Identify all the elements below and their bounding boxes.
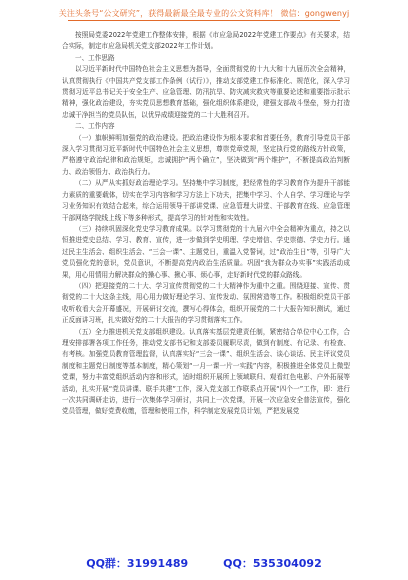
banner-divider [68,20,340,21]
qq-group: QQ群：31991489 [86,557,189,570]
promo-banner: 关注头条号“公文研究”，获得最新最全最专业的公文资料库！ 微信：gongwenyj [58,9,350,18]
section-heading-1: 一、工作思路 [75,53,115,62]
paragraph-item-2: （二）从严从实抓好政治理论学习。坚持集中学习制度，把经常性的学习教育作为提升干部能力素质的重要载体，切实在学习内容和学习方法上下功夫，把集中学习、个人自学、学习理论与学习业务知识有效结合起来，综合运用领导干部讲党课、应急管理大讲堂、干部教育在线、应急管理干部网络学院线上线下等多种形式，提高学习的针对性和实效性。 [62,179,350,222]
paragraph-item-1: （一）旗帜鲜明加强党的政治建设。把政治建设作为根本要求和首要任务，教育引导党员干部深入学习贯彻习近平新时代中国特色社会主义思想，尊崇党章党规，坚定执行党的路线方针政策，严格遵守政治纪律和政治规矩，忠诚拥护“两个确立”，坚决做到“两个维护”，不断提高政治判断力、政治领悟力、政治执行力。 [62,133,350,176]
intro-paragraph: 按照局党委2022年党建工作整体安排，根据《市应急局2022年党建工作要点》有关要求，结合实际，制定市应急局机关党支部2022年工作计划。 [62,31,350,51]
document-body [62,30,350,418]
paragraph-item-5: （五）全力推进机关党支部组织建设。认真落实基层党建责任制，紧密结合单位中心工作，合理安排部署各项工作任务，推动党支部书记和支部委员履职尽责，做到有制度、有记录、有检查、有考核。加强党员教育管理监督，认真落实好“三会一课”、组织生活会、谈心谈话、民主评议党员制度和主题党日制度等基本制度，精心策划“一月一课一片一实践”内容，积极推进全体党员上微型党课，努力丰富党组织活动内容和形式，适时组织开展所上领域联归、观看红色电影、户外拓展等活动，扎实开展“党员讲课、联手共建”工作，深入党支部工作联系点开展“四个一”工作，即：进行一次共同调研走访，进行一次集体学习研讨，共同上一次党课，开展一次应急安全普法宣传，强化党员管理，做好党费收缴，管理和使用工作，科学制定发展党员计划，严把发展党 [62,327,350,416]
paragraph-item-4: （四）把迎接党的二十大、学习宣传贯彻党的二十大精神作为重中之重。围绕迎接、宣传、贯彻党的二十大这条主线，用心用力做好理论学习、宣传发动、氛围营造等工作。积极组织党员干部收听收看大会开幕盛况，开展研讨交流，撰写心得体会，组织开展党的二十大报告知识测试，通过正反面讲习班，扎实做好党的二十大报告的学习贯彻落实工作。 [62,281,350,325]
section-heading-2: 二、工作内容 [75,122,115,131]
paragraph-item-3: （三）持续巩固深化党史学习教育成果。以学习贯彻党的十九届六中全会精神为重点，持之以恒推进党史总结、学习、教育、宣传，进一步做到学史明理、学史增信、学史崇德、学史力行。通过民主生活会、组织生活会、“三会一课”、主题党日，重温入党誓词，过“政治生日”等，引导广大党员强化党的意识，党员意识，不断提高党内政治生活质量。巩固“我为群众办实事”实践活动成果，用心用情用力解决群众的操心事、揪心事、烦心事，走好新时代党的群众路线。 [62,224,350,279]
contact-footer [0,555,408,571]
qq-number: QQ：535304092 [223,557,322,570]
paragraph-work-approach: 以习近平新时代中国特色社会主义思想为指导，全面贯彻党的十九大和十九届历次全会精神，认真贯彻执行《中国共产党支部工作条例（试行）》，推动支部党建工作标准化、规范化，深入学习贯彻习近平总书记关于安全生产、应急管理、防汛抗旱、防灾减灾救灾等重要论述和重要指示批示精神，强化政治建设，夯实党员思想教育基础，强化组织体系建设，建强支部战斗堡垒，努力打造忠诚干净担当的党员队伍，以优异成绩迎接党的二十大胜利召开。 [62,65,350,119]
